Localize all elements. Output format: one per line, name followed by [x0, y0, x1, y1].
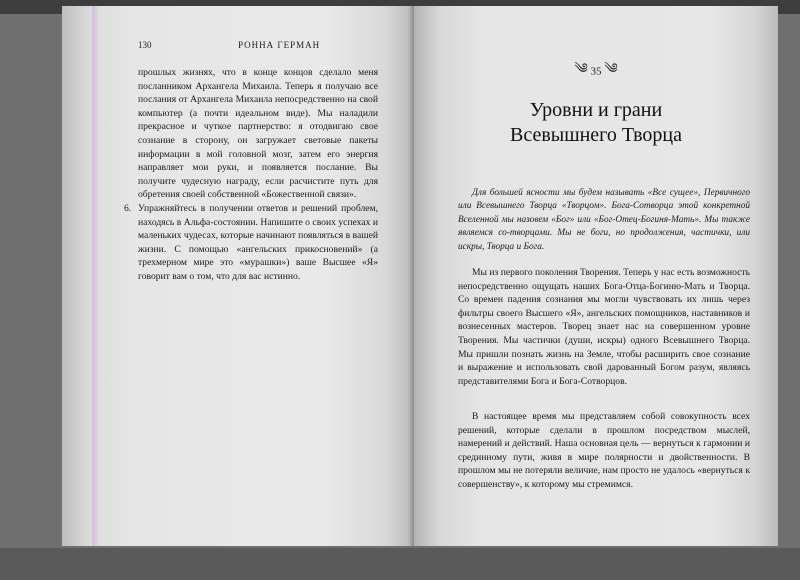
chapter-intro: Для большей ясности мы будем называть «Все сущее», Первичного или Всевышнего Творца «Творцом». Бога-Сотворца этой конкретной Вселенной мы назовем «Бог» или «Бог-Отец-Богиня-Мать». Мы также являемся со-творцами. Мы не боги, но продолжения, частички, или искры, Творца и Бога.: [458, 188, 750, 252]
list-item-text: Упражняйтесь в получении ответов и решений проблем, находясь в Альфа-состоянии. Напишите о своих успехах и маленьких чудесах, которые начинают появляться в вашей жизни. С помощью «ангельских прикосновений» (а трехмерном мире это «мурашки») ваше Высшее «Я» говорит вам о том, что для вас истинно.: [138, 202, 378, 282]
page-edge-stripe: [92, 6, 98, 546]
chapter-title: [414, 98, 778, 148]
page-number: 130: [138, 40, 152, 50]
list-item-number: 6.: [124, 202, 132, 214]
author-name: РОННА ГЕРМАН: [238, 40, 321, 50]
right-page: [414, 6, 778, 546]
open-book: [62, 6, 778, 554]
continued-paragraph: прошлых жизнях, что в конце концов сделало меня посланником Архангела Михаила. Теперь я получаю все послания от Архангела Михаила непосредственно на свой компьютер (а почти идеальном виде). Мы наладили прекрасное и чуткое партнерство: я отодвигаю свое сознание в сторону, он загружает световые пакеты информации в мой головной мозг, затем его энергия направляет мои руки, и появляется послание. Вы получите чудесную награду, если расчистите путь для обретения своей собственной «Божественной связи».: [138, 67, 378, 201]
right-ornament-icon: ༄: [604, 62, 618, 77]
body-paragraph-1: Мы из первого поколения Творения. Теперь у нас есть возможность непосредственно ощущать наших Бога-Отца-Богиню-Мать и Творца. Со времен падения сознания мы могли чувствовать их лишь через фильтры своего Высшего «Я», ангельских помощников, наставников и вознесенных мастеров. Творец знает нас на совершенном уровне Творения. Мы частички (души, искры) одного Всевышнего Творца. Мы пришли познать жизнь на Земле, чтобы расширить свое сознание и выражение и использовать свой дарованный Богом разум, являясь представителями Бога и Бога-Сотворцов.: [458, 267, 750, 387]
chapter-title-line-2: Всевышнего Творца: [509, 124, 682, 146]
body-paragraph-2: В настоящее время мы представляем собой совокупность всех решений, которые сделали в прошлом посредством мыслей, намерений и действий. Наша основная цель — вернуться к гармонии и срединному пути, живя в мире полярности и двойственности. В прошлом мы не потеряли величие, нам просто не удалось «вернуться к совершенству», к которому мы стремимся.: [458, 411, 750, 490]
chapter-title-line-1: Уровни и грани: [529, 99, 663, 121]
left-page-text: [124, 66, 378, 284]
chapter-number-text: 35: [590, 65, 602, 78]
left-page: [62, 6, 414, 546]
left-ornament-icon: ༄: [574, 62, 588, 77]
list-item-6: [124, 202, 378, 284]
chapter-number: [414, 52, 778, 92]
